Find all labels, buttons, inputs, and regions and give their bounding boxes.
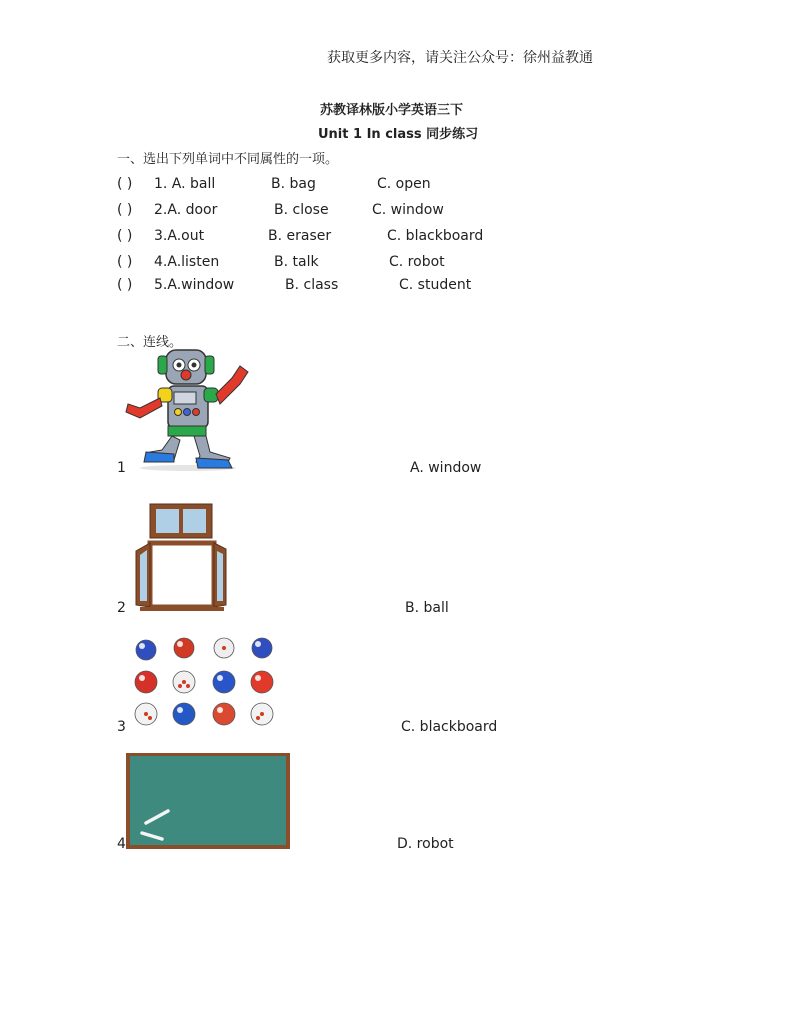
option-a: 3.A.out [154,228,205,244]
worksheet-title: 苏教译林版小学英语三下 [320,103,464,118]
match-option: B. ball [405,600,449,616]
option-a: 4.A.listen [154,254,220,270]
match-item-number: 3 [117,719,126,735]
match-item-number: 4 [117,836,126,852]
option-b: B. close [274,202,329,218]
match-option: D. robot [397,836,454,852]
match-item-number: 1 [117,460,126,476]
blackboard-picture [126,753,290,849]
option-c: C. robot [389,254,445,270]
option-b: B. talk [274,254,319,270]
option-a: 5.A.window [154,277,235,293]
section1-heading: 一、选出下列单词中不同属性的一项。 [117,152,339,167]
promo-text: 获取更多内容，请关注公众号：徐州益教通 [327,50,593,66]
option-c: C. blackboard [387,228,484,244]
match-item-number: 2 [117,600,126,616]
option-b: B. class [285,277,339,293]
option-c: C. student [399,277,472,293]
answer-bracket: ( ) [117,254,133,270]
match-option: C. blackboard [401,719,498,735]
option-b: B. bag [271,176,316,192]
worksheet-subtitle: Unit 1 In class 同步练习 [318,127,479,142]
option-c: C. open [377,176,431,192]
section2-heading: 二、连线。 [117,335,183,350]
balls-picture [128,636,276,732]
option-b: B. eraser [268,228,332,244]
option-a: 2.A. door [154,202,218,218]
option-a: 1. A. ball [154,176,216,192]
answer-bracket: ( ) [117,277,133,293]
robot-picture [122,348,254,474]
match-option: A. window [410,460,482,476]
answer-bracket: ( ) [117,176,133,192]
option-c: C. window [372,202,444,218]
answer-bracket: ( ) [117,202,133,218]
answer-bracket: ( ) [117,228,133,244]
window-picture [134,503,234,611]
